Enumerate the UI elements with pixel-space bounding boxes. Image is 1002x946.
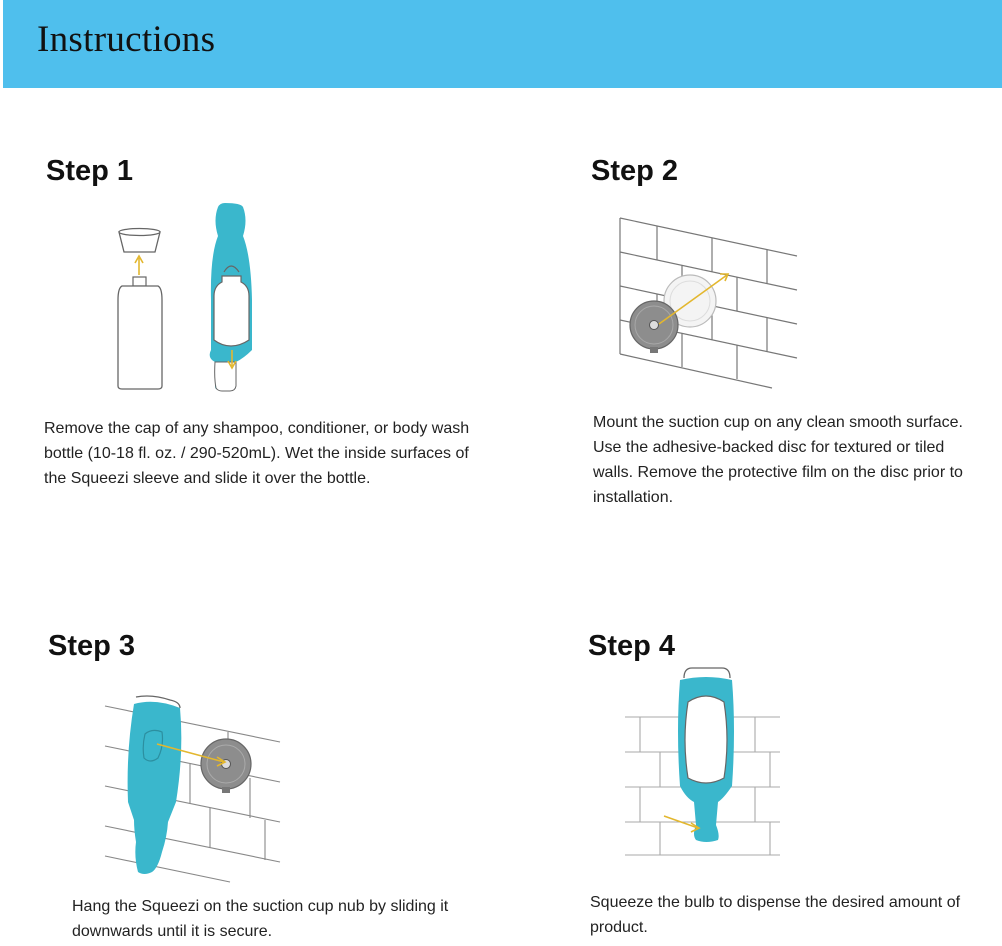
arrow-up-icon [135,256,143,275]
step-3-illustration [100,692,290,884]
header-banner [3,0,1002,88]
step-3-description: Hang the Squeezi on the suction cup nub by sliding it downwards until it is secure. [72,898,449,940]
squeezi-sleeve-icon [210,203,252,391]
suction-cup-icon [630,301,678,353]
arrow-right-icon [664,816,699,832]
step-4-title: Step 4 [588,630,676,662]
squeezi-sleeve-icon [128,696,182,874]
step-2-description: Mount the suction cup on any clean smooth surface. Use the adhesive-backed disc for textured or tiled walls. Remove the protective film on the disc prior to installation. [593,414,963,506]
step-2-illustration [612,208,812,398]
step-4-illustration [620,660,785,865]
step-1-illustration [100,200,270,395]
page-title: Instructions [37,19,216,60]
step-1-title: Step 1 [46,155,134,187]
step-1-description: Remove the cap of any shampoo, conditioner, or body wash bottle (10-18 fl. oz. / 290-520mL). Wet the inside surfaces of the Squeezi sleeve and slide it over the bottle. [44,420,470,487]
suction-cup-icon [201,739,251,793]
step-2-title: Step 2 [591,155,679,187]
squeezi-sleeve-icon [678,668,734,842]
shampoo-bottle-icon [118,277,162,389]
step-4-description: Squeeze the bulb to dispense the desired amount of product. [590,894,961,936]
step-3-title: Step 3 [48,630,136,662]
bottle-cap-icon [119,229,160,253]
